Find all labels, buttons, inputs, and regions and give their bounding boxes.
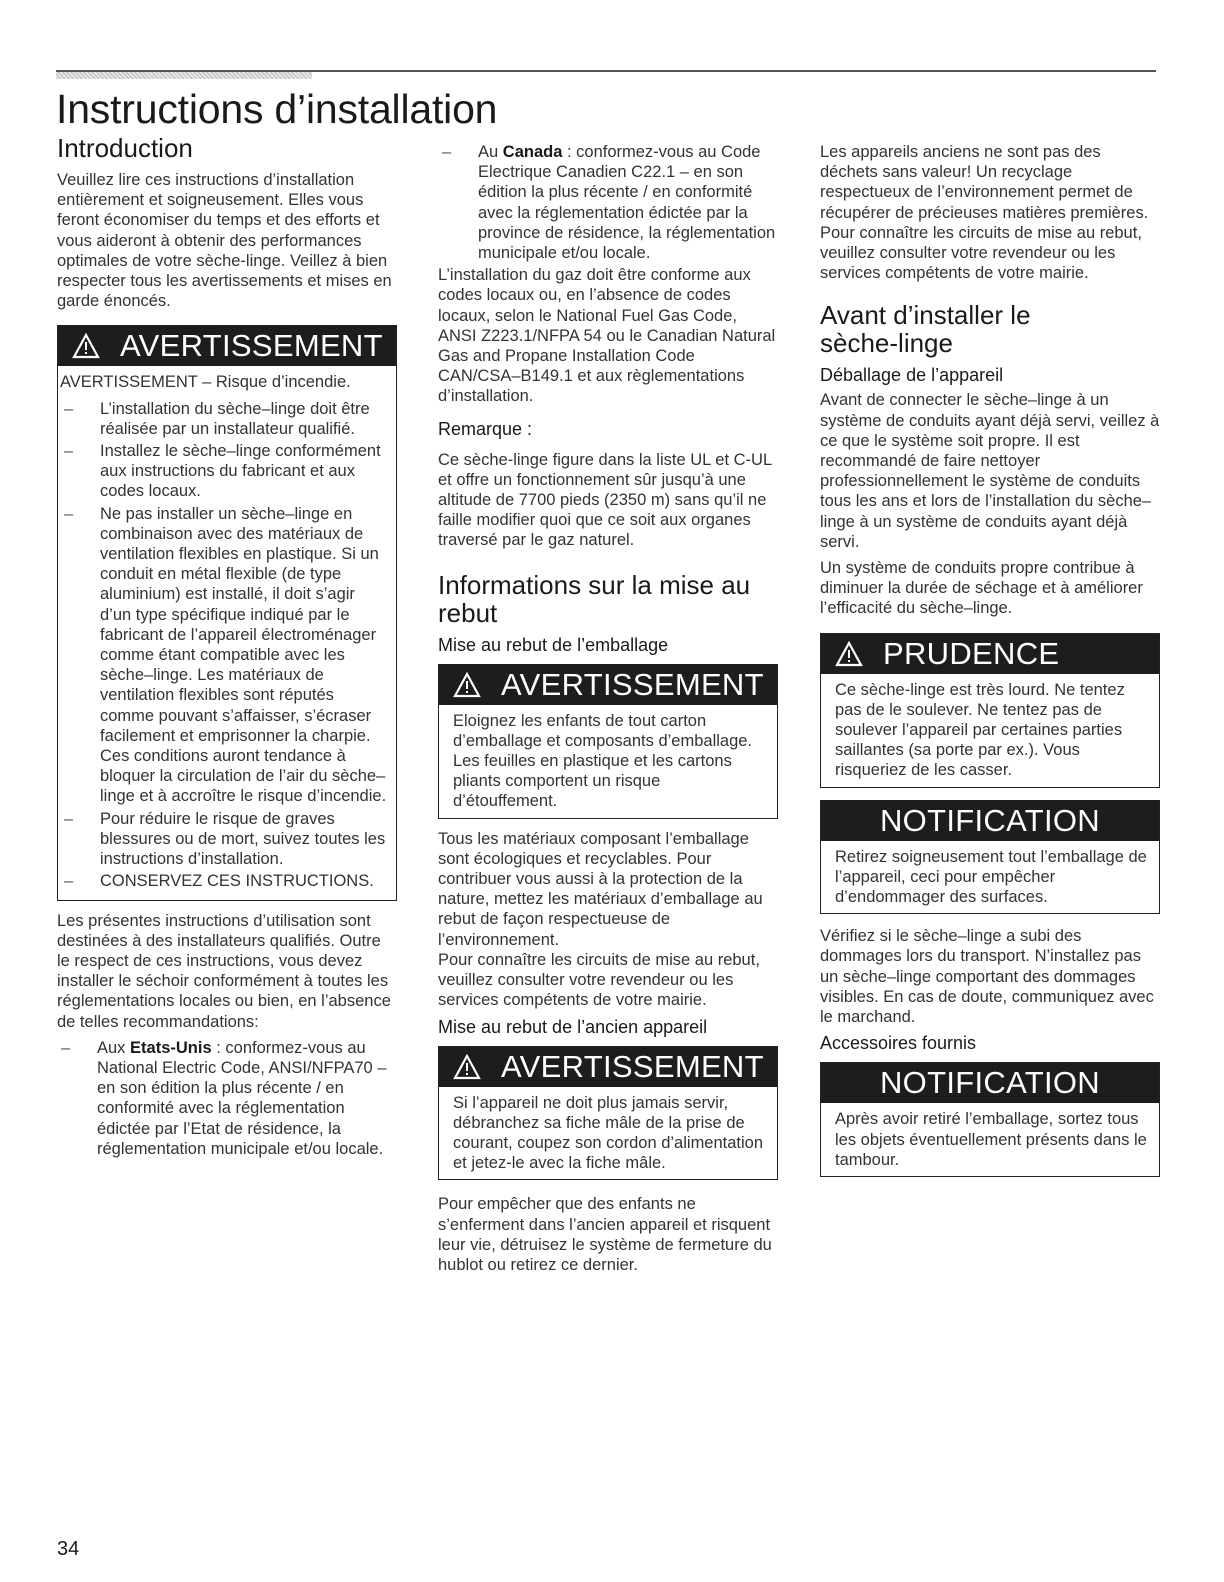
list-item-canada — [438, 142, 778, 263]
introduction-heading: Introduction — [57, 133, 193, 163]
caution-box — [820, 633, 1160, 788]
old-appliance-heading: Mise au rebut de l’ancien appareil — [438, 1016, 708, 1037]
disposal-heading: Informations sur la mise au rebut — [438, 569, 751, 628]
top-rule-pattern — [56, 72, 312, 79]
list-item-us — [57, 1038, 397, 1159]
canada-text: : conformez-vous au Code Electrique Canadien C22.1 – en son édition la plus récente / en conformité avec la réglementation édictée par la province de résidence, la réglementation municipale et/ou locale. — [478, 143, 776, 263]
warning-triangle-icon — [453, 1054, 481, 1080]
column-1 — [57, 134, 397, 1161]
canada-label: Canada — [502, 143, 563, 161]
warning-header — [439, 665, 777, 705]
warning-body — [58, 366, 396, 899]
notice-label: NOTIFICATION — [879, 802, 1100, 838]
gas-text: L’installation du gaz doit être conforme aux codes locaux ou, en l’absence de codes locaux, selon le National Fuel Gas Code, ANSI Z223.1/NFPA 54 ou le Canadian Natural Gas and Propane Installation Code CAN/CSA–B149.1 et aux règlementations d’installation. — [438, 266, 776, 406]
list-item: – Pour réduire le risque de graves blessures ou de mort, suivez toutes les instructions d’installation. — [60, 809, 388, 870]
list-item: – Ne pas installer un sèche–linge en combinaison avec des matériaux de ventilation flexibles en plastique. Si un conduit en métal flexible (de type aluminium) est installé, il doit s’agir d’un type spécifique indiqué par le fabricant de l’appareil électroménager comme étant compatible avec les sèche–linge. Les matériaux de ventilation flexibles sont réputés comme pouvant s’affaisser, s’écraser facilement et emprisonner la charpie. Ces conditions auront tendance à bloquer la circulation de l’air du sèche–linge et à accroître le risque d’incendie. — [60, 504, 388, 807]
list-item: – CONSERVEZ CES INSTRUCTIONS. — [60, 871, 388, 891]
column-2 — [438, 142, 778, 1281]
notice-label: NOTIFICATION — [879, 1065, 1100, 1101]
notice-body — [821, 1103, 1159, 1176]
us-text: : conformez-vous au National Electric Code, ANSI/NFPA70 – en son édition la plus récente / en conformité avec la réglementation édictée par l’Etat de résidence, la réglementation municipale et/ou locale. — [97, 1038, 387, 1158]
packaging-text-2: Pour connaître les circuits de mise au rebut, veuillez consulter votre revendeur ou les services compétents de votre mairie. — [438, 950, 760, 1010]
warning-label: AVERTISSEMENT — [501, 1048, 764, 1084]
regulations-list — [57, 1038, 397, 1159]
page-number: 34 — [57, 1538, 80, 1560]
warning-triangle-icon — [835, 641, 863, 667]
accessories-heading: Accessoires fournis — [820, 1033, 977, 1054]
fire-warning-box — [57, 325, 397, 900]
caution-header — [821, 634, 1159, 674]
list-item: – Installez le sèche–linge conformément aux instructions du fabricant et aux codes locaux. — [60, 441, 388, 502]
caution-body — [821, 674, 1159, 787]
caution-label: PRUDENCE — [883, 635, 1060, 671]
before-install-heading: Avant d’installer le sèche-linge — [820, 300, 1031, 359]
caution-text: Ce sèche-linge est très lourd. Ne tentez pas de le soulever. Ne tentez pas de soulever l’appareil par certaines parties saillantes (sa porte par ex.). Vous risqueriez de les casser. — [835, 680, 1125, 780]
introduction-text: Veuillez lire ces instructions d’installation entièrement et soigneusement. Elles vous feront économiser du temps et des efforts et vous aideront à obtenir des performances optimales de votre sèche-linge. Veillez à bien respecter tous les avertissements et mises en garde énoncés. — [57, 171, 392, 311]
warning-list — [60, 399, 388, 892]
remark-text: Ce sèche-linge figure dans la liste UL et C-UL et offre un fonctionnement sûr jusqu’à une altitude de 7700 pieds (2350 m) sans qu’il ne faille modifier quoi que ce soit aux organes traversé par le gaz naturel. — [438, 450, 772, 550]
warning-header — [439, 1047, 777, 1087]
list-item: – L’installation du sèche–linge doit être réalisée par un installateur qualifié. — [60, 399, 388, 439]
column-3 — [820, 142, 1160, 1187]
warning-triangle-icon — [72, 333, 100, 359]
warning-label: AVERTISSEMENT — [120, 328, 383, 364]
old-appliance-warning-box — [438, 1046, 778, 1181]
old-value-text-2: Pour connaître les circuits de mise au rebut, veuillez consulter votre revendeur ou les services compétents de votre mairie. — [820, 223, 1142, 283]
qualified-installers-text: Les présentes instructions d’utilisation sont destinées à des installateurs qualifiés. Outre le respect de ces instructions, vous devez installer le séchoir conformément à toutes les réglementations locales ou bien, en l’absence de telles recommandations: — [57, 911, 391, 1031]
unpacking-heading: Déballage de l’appareil — [820, 365, 1004, 386]
warning-label: AVERTISSEMENT — [501, 666, 764, 702]
packaging-heading: Mise au rebut de l’emballage — [438, 634, 669, 655]
notice-box-1 — [820, 800, 1160, 915]
unpacking-text: Avant de connecter le sèche–linge à un système de conduits ayant déjà servi, veillez à ce que le système soit propre. Il est recommandé de faire nettoyer professionnellement le système de conduits tous les ans et lors de l’installation du sèche–linge à un système de conduits ayant déjà servi. — [820, 391, 1160, 551]
warning-body — [439, 705, 777, 818]
transport-check-text: Vérifiez si le sèche–linge a subi des dommages lors du transport. N’installez pas un sèche–linge comportant des dommages visibles. En cas de doute, communiquez avec le marchand. — [820, 927, 1154, 1027]
warning-triangle-icon — [453, 672, 481, 698]
warning-text: Eloignez les enfants de tout carton d’emballage et composants d’emballage. Les feuilles en plastique et les cartons pliants comportent un risque d’étouffement. — [453, 711, 753, 811]
packaging-warning-box — [438, 664, 778, 819]
canada-list — [438, 142, 778, 263]
warning-lead: AVERTISSEMENT – Risque d’incendie. — [60, 373, 351, 392]
remark-label: Remarque : — [438, 418, 533, 439]
notice-box-2 — [820, 1062, 1160, 1177]
packaging-text: Tous les matériaux composant l’emballage sont écologiques et recyclables. Pour contribuer vous aussi à la protection de la nature, mettez les matériaux d’emballage au rebut de façon respectueuse de l’environnement. — [438, 829, 763, 949]
warning-header — [58, 326, 396, 366]
us-label: Etats-Unis — [130, 1038, 212, 1057]
unpacking-text-2: Un système de conduits propre contribue à diminuer la durée de séchage et à améliorer l’efficacité du sèche–linge. — [820, 559, 1143, 618]
warning-body — [439, 1087, 777, 1180]
old-appliance-text: Pour empêcher que des enfants ne s’enferment dans l’ancien appareil et risquent leur vie, détruisez le système de fermeture du hublot ou retirez ce dernier. — [438, 1195, 772, 1274]
notice-header — [821, 1063, 1159, 1103]
warning-text: Si l’appareil ne doit plus jamais servir, débranchez sa fiche mâle de la prise de courant, coupez son cordon d’alimentation et jetez-le avec la fiche mâle. — [453, 1093, 764, 1173]
us-prefix: Aux — [97, 1038, 131, 1057]
notice-body — [821, 841, 1159, 914]
notice-text: Après avoir retiré l’emballage, sortez tous les objets éventuellement présents dans le tambour. — [835, 1110, 1147, 1169]
notice-header — [821, 801, 1159, 841]
old-value-text: Les appareils anciens ne sont pas des déchets sans valeur! Un recyclage respectueux de l’environnement permet de récupérer de précieuses matières premières. — [820, 143, 1149, 222]
canada-prefix: Au — [478, 143, 503, 161]
notice-text: Retirez soigneusement tout l’emballage de l’appareil, ceci pour empêcher d’endommager des surfaces. — [835, 847, 1147, 907]
page-title: Instructions d’installation — [56, 86, 498, 132]
